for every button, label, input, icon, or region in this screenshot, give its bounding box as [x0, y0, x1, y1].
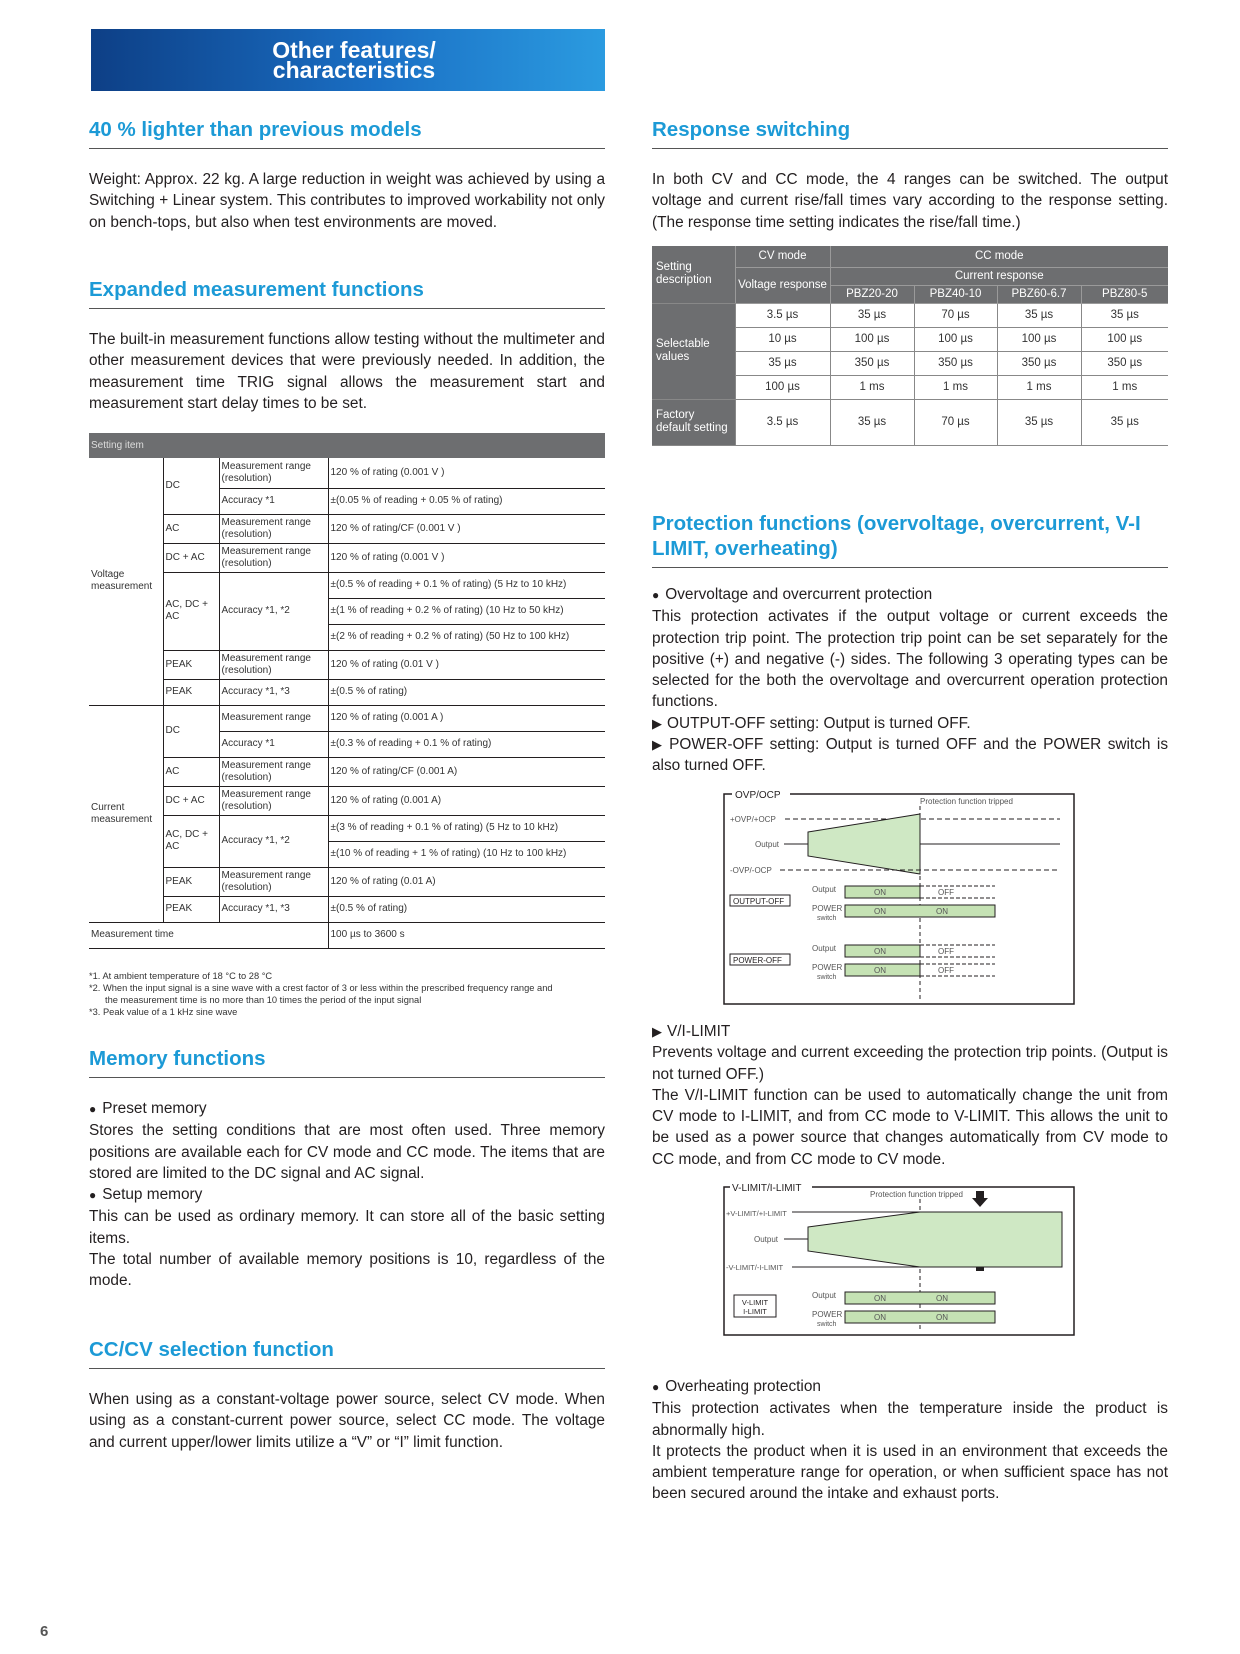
diag2-on: ON — [936, 1313, 948, 1322]
table-cell: 100 µs — [1081, 327, 1168, 351]
diag2-switch-small: switch — [817, 1321, 837, 1328]
table-cell: ±(0.5 % of rating) — [328, 679, 605, 705]
table-cell: 120 % of rating/CF (0.001 V ) — [328, 514, 605, 543]
table-cell: ±(3 % of reading + 0.1 % of rating) (5 Hz to 10 kHz) — [328, 815, 605, 841]
diag1-power-small: POWER — [812, 904, 843, 913]
table-cell: 100 µs — [997, 327, 1081, 351]
diag1-on: ON — [874, 947, 886, 956]
setup-body-1: This can be used as ordinary memory. It can store all of the basic setting items. — [89, 1208, 605, 1247]
table-cell: 120 % of rating (0.001 A ) — [328, 705, 605, 731]
diag1-off: OFF — [938, 888, 954, 897]
item-label: Measurement range (resolution) — [219, 867, 328, 896]
measurement-table — [89, 433, 605, 949]
diag1-on: ON — [874, 907, 886, 916]
vilimit-body-1: Prevents voltage and current exceeding the protection trip points. (Output is not turned OFF.) — [652, 1044, 1168, 1083]
vilimit-section — [652, 1021, 1168, 1170]
table-cell: ±(0.5 % of reading + 0.1 % of rating) (5 Hz to 10 kHz) — [328, 572, 605, 598]
diag2-title: V-LIMIT/I-LIMIT — [732, 1183, 802, 1194]
diag2-minus: -V-LIMIT/-I-LIMIT — [726, 1263, 784, 1272]
diag2-on: ON — [874, 1294, 886, 1303]
table-cell: 35 µs — [1081, 399, 1168, 445]
diag2-on: ON — [874, 1313, 886, 1322]
measure-section — [89, 277, 605, 414]
diag1-title: OVP/OCP — [735, 790, 781, 801]
table-cell: 120 % of rating (0.01 A) — [328, 867, 605, 896]
model-header: PBZ80-5 — [1081, 285, 1168, 303]
diag1-power-off: POWER-OFF — [733, 956, 782, 965]
table-cell: 3.5 µs — [735, 303, 830, 327]
table-cell: 120 % of rating (0.001 V ) — [328, 543, 605, 572]
table-cell: 1 ms — [997, 375, 1081, 399]
diag1-out-small: Output — [812, 944, 837, 953]
note-1: *1. At ambient temperature of 18 °C to 28 °C — [89, 971, 273, 981]
lighter-section — [89, 117, 605, 233]
row-label: PEAK — [163, 650, 219, 679]
lighter-title: 40 % lighter than previous models — [89, 117, 605, 149]
table-cell: 100 µs — [914, 327, 997, 351]
power-off-text: ▶ POWER-OFF setting: Output is turned OFF and the POWER switch is also turned OFF. — [652, 734, 1168, 777]
diag1-out-small: Output — [812, 885, 837, 894]
setup-head: ● Setup memory — [89, 1184, 605, 1206]
overheat-section — [652, 1376, 1168, 1505]
table-cell: 70 µs — [914, 399, 997, 445]
table-cell: 35 µs — [735, 351, 830, 375]
setup-body-2: The total number of available memory positions is 10, regardless of the mode. — [89, 1251, 605, 1290]
measure-title: Expanded measurement functions — [89, 277, 605, 309]
diag2-plus: +V-LIMIT/+I-LIMIT — [726, 1209, 787, 1218]
table-cell: ±(10 % of reading + 1 % of rating) (10 Hz to 100 kHz) — [328, 841, 605, 867]
diag1-minus: -OVP/-OCP — [730, 866, 772, 875]
protection-section — [652, 511, 1168, 777]
table-cell: 120 % of rating (0.001 V ) — [328, 458, 605, 488]
table-cell: 100 µs — [830, 327, 914, 351]
page-number: 6 — [40, 1623, 49, 1640]
diag2-power-small: POWER — [812, 1310, 843, 1319]
table-cell: 350 µs — [997, 351, 1081, 375]
table-cell: 120 % of rating (0.001 A) — [328, 786, 605, 815]
diag1-tripped: Protection function tripped — [920, 797, 1013, 806]
oh-body-1: This protection activates when the temperature inside the product is abnormally high. — [652, 1400, 1168, 1439]
row-label: DC + AC — [163, 543, 219, 572]
row-label: DC + AC — [163, 786, 219, 815]
cc-mode: CC mode — [830, 246, 1168, 267]
cccv-title: CC/CV selection function — [89, 1337, 605, 1369]
table-cell: 35 µs — [1081, 303, 1168, 327]
diag2-tripped: Protection function tripped — [870, 1190, 963, 1199]
diag1-output-off: OUTPUT-OFF — [733, 897, 785, 906]
model-header: PBZ20-20 — [830, 285, 914, 303]
diag1-off: OFF — [938, 966, 954, 975]
cccv-body: When using as a constant-voltage power source, select CV mode. When using as a constant-current power source, select CC mode. The voltage and current upper/lower limits utilize a “V” or “I” limit function. — [89, 1391, 605, 1451]
voltage-response: Voltage response — [735, 267, 830, 303]
diag1-output: Output — [755, 840, 780, 849]
banner-line-2: characteristics — [272, 57, 436, 83]
table-cell: 35 µs — [830, 399, 914, 445]
current-response: Current response — [830, 267, 1168, 285]
note-3: *3. Peak value of a 1 kHz sine wave — [89, 1007, 238, 1017]
table-cell: ±(0.3 % of reading + 0.1 % of rating) — [328, 731, 605, 757]
preset-head: ● Preset memory — [89, 1098, 605, 1120]
preset-body: Stores the setting conditions that are most often used. Three memory positions are available each for CV mode and CC mode. The items that are stored are limited to the DC signal and AC signal. — [89, 1122, 605, 1182]
factory-label: Factory default setting — [652, 399, 735, 445]
diag2-out-small: Output — [812, 1291, 837, 1300]
cccv-section — [89, 1337, 605, 1453]
diag1-power-small: POWER — [812, 963, 843, 972]
row-label: PEAK — [163, 679, 219, 705]
item-label: Measurement range (resolution) — [219, 786, 328, 815]
row-label: AC, DC + AC — [163, 572, 219, 650]
lighter-body: Weight: Approx. 22 kg. A large reduction in weight was achieved by using a Switching + Linear system. This contributes to improved workability not only on bench-tops, but also when test environments are moved. — [89, 171, 605, 231]
time-label: Measurement time — [89, 922, 328, 948]
measure-body: The built-in measurement functions allow testing without the multimeter and other measurement devices that were previously needed. In addition, the measurement time TRIG signal allows the measurement start and measurement start delay times to be set. — [89, 331, 605, 412]
table-cell: 120 % of rating (0.01 V ) — [328, 650, 605, 679]
diag1-on: ON — [874, 888, 886, 897]
time-value: 100 µs to 3600 s — [328, 922, 605, 948]
table-notes — [89, 970, 609, 1018]
response-title: Response switching — [652, 117, 1168, 149]
item-label: Accuracy *1, *2 — [219, 815, 328, 867]
table-cell: 70 µs — [914, 303, 997, 327]
ovoc-head: ● Overvoltage and overcurrent protection — [652, 584, 1168, 606]
cv-mode: CV mode — [735, 246, 830, 267]
note-2: *2. When the input signal is a sine wave with a crest factor of 3 or less within the prescribed frequency range and — [89, 983, 553, 993]
response-body: In both CV and CC mode, the 4 ranges can be switched. The output voltage and current rise/fall times vary according to the response setting.(The response time setting indicates the rise/fall time.) — [652, 171, 1168, 231]
model-header: PBZ40-10 — [914, 285, 997, 303]
diag2-on: ON — [936, 1294, 948, 1303]
ovoc-body: This protection activates if the output voltage or current exceeds the protection trip point. The protection trip point can be set separately for the positive (+) and negative (-) sides. The following 3 operating types can be selected for the both the overvoltage and overcurrent operation protection functions. — [652, 608, 1168, 711]
table-cell: 1 ms — [1081, 375, 1168, 399]
section-banner — [91, 29, 605, 91]
current-label: Current measurement — [89, 705, 163, 922]
banner-line-1: Other features/ — [272, 37, 436, 63]
item-label: Accuracy *1, *3 — [219, 896, 328, 922]
row-label: DC — [163, 705, 219, 757]
ovp-ocp-diagram — [720, 788, 1076, 1006]
item-label: Measurement range — [219, 705, 328, 731]
oh-head: ● Overheating protection — [652, 1376, 1168, 1398]
diag1-off: OFF — [938, 947, 954, 956]
table-cell: 3.5 µs — [735, 399, 830, 445]
table-cell: 1 ms — [914, 375, 997, 399]
table-cell: ±(0.5 % of rating) — [328, 896, 605, 922]
diag2-output: Output — [754, 1235, 779, 1244]
diag2-mode-1: V-LIMIT — [741, 1298, 769, 1307]
table-cell: 35 µs — [997, 303, 1081, 327]
diag2-mode-2: I-LIMIT — [743, 1307, 767, 1316]
table-cell: ±(1 % of reading + 0.2 % of rating) (10 Hz to 50 kHz) — [328, 598, 605, 624]
table-cell: 350 µs — [1081, 351, 1168, 375]
item-label: Measurement range (resolution) — [219, 757, 328, 786]
table-cell: 35 µs — [997, 399, 1081, 445]
output-off-text: ▶ OUTPUT-OFF setting: Output is turned OFF. — [652, 713, 1168, 734]
table-cell: 10 µs — [735, 327, 830, 351]
item-label: Measurement range (resolution) — [219, 514, 328, 543]
vi-limit-diagram — [720, 1181, 1076, 1337]
item-label: Accuracy *1, *2 — [219, 572, 328, 650]
diag1-switch-small: switch — [817, 974, 837, 981]
table-cell: 1 ms — [830, 375, 914, 399]
voltage-label: Voltage measurement — [89, 458, 163, 705]
table-cell: 100 µs — [735, 375, 830, 399]
row-label: PEAK — [163, 867, 219, 896]
row-label: AC — [163, 757, 219, 786]
row-label: DC — [163, 458, 219, 514]
item-label: Measurement range (resolution) — [219, 650, 328, 679]
item-label: Accuracy *1 — [219, 488, 328, 514]
response-section — [652, 117, 1168, 233]
row-label: PEAK — [163, 896, 219, 922]
table-cell: 350 µs — [830, 351, 914, 375]
selectable-label: Selectable values — [652, 303, 735, 399]
item-label: Accuracy *1 — [219, 731, 328, 757]
memory-section — [89, 1046, 605, 1292]
row-label: AC — [163, 514, 219, 543]
item-label: Measurement range (resolution) — [219, 543, 328, 572]
table-cell: 35 µs — [830, 303, 914, 327]
table-cell: 120 % of rating/CF (0.001 A) — [328, 757, 605, 786]
oh-body-2: It protects the product when it is used in an environment that exceeds the ambient temperature range for operation, or when sufficient space has not been secured around the intake and exhaust ports. — [652, 1442, 1168, 1503]
vilimit-body-2: The V/I-LIMIT function can be used to automatically change the unit from CV mode to I-LIMIT, and from CC mode to V-LIMIT. This allows the unit to be used as a power source that changes automatically from CV mode to CC mode, and from CC mode to CV mode. — [652, 1086, 1168, 1168]
memory-title: Memory functions — [89, 1046, 605, 1078]
diag1-on: ON — [874, 966, 886, 975]
diag1-switch-small: switch — [817, 915, 837, 922]
diag1-on: ON — [936, 907, 948, 916]
model-header: PBZ60-6.7 — [997, 285, 1081, 303]
row-label: AC, DC + AC — [163, 815, 219, 867]
item-label: Measurement range (resolution) — [219, 458, 328, 488]
table-cell: 350 µs — [914, 351, 997, 375]
table-header: Setting item — [89, 433, 605, 458]
protection-title: Protection functions (overvoltage, overcurrent, V-I LIMIT, overheating) — [652, 511, 1168, 568]
setting-desc: Setting description — [652, 246, 735, 303]
table-cell: ±(0.05 % of reading + 0.05 % of rating) — [328, 488, 605, 514]
response-table — [652, 246, 1168, 446]
note-2-cont: the measurement time is no more than 10 times the period of the input signal — [105, 995, 422, 1005]
item-label: Accuracy *1, *3 — [219, 679, 328, 705]
diag1-plus: +OVP/+OCP — [730, 815, 776, 824]
table-cell: ±(2 % of reading + 0.2 % of rating) (50 Hz to 100 kHz) — [328, 624, 605, 650]
vilimit-head: ▶ V/I-LIMIT — [652, 1021, 1168, 1042]
